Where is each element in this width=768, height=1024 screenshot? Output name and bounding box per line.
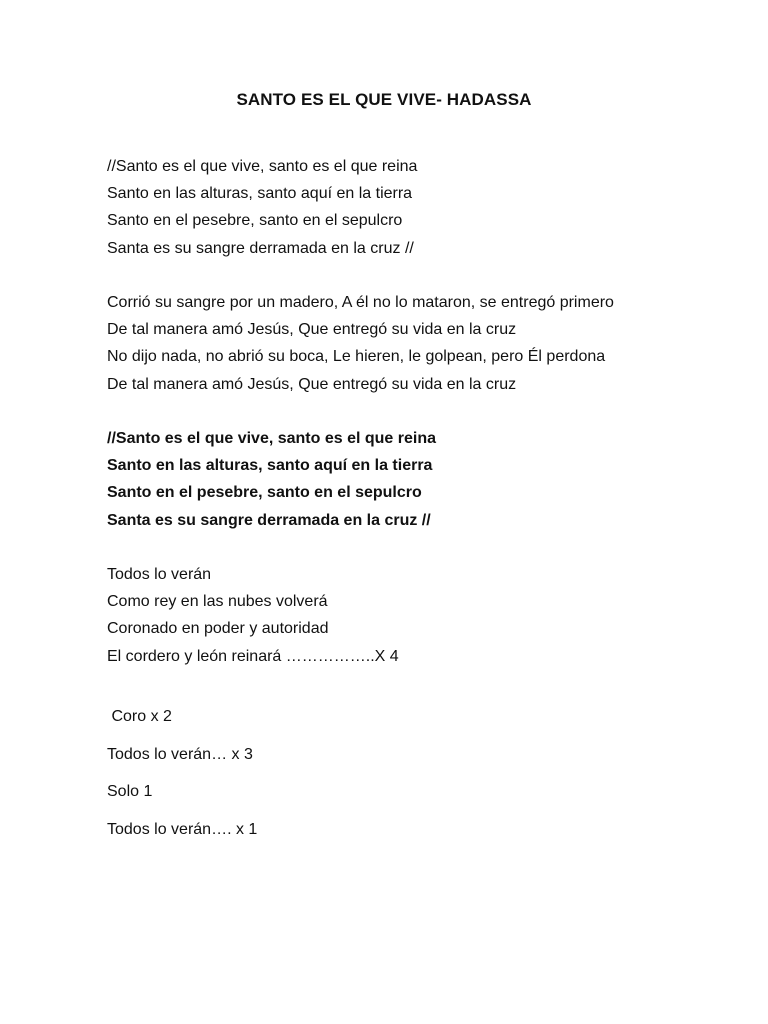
lyric-line: //Santo es el que vive, santo es el que reina [107,430,437,447]
lyric-line: El cordero y león reinará ……………..X 4 [107,647,399,665]
lyric-line: Todos lo verán [107,566,212,583]
arrangement-note: Todos lo verán… x 3 [107,746,253,763]
stanza-bridge [107,561,399,670]
arrangement-note: Todos lo verán…. x 1 [107,821,258,838]
lyric-line: No dijo nada, no abrió su boca, Le hieren, le golpean, pero Él perdona [107,348,606,366]
lyric-line: Coronado en poder y autoridad [107,620,329,638]
lyric-line: De tal manera amó Jesús, Que entregó su vida en la cruz [107,375,517,393]
lyric-line: //Santo es el que vive, santo es el que reina [107,158,418,175]
arrangement-note: Solo 1 [107,783,153,800]
arrangement-note: Coro x 2 [107,708,172,725]
stanza-chorus [107,153,417,262]
stanza-verse [107,289,614,398]
lyric-line: Santa es su sangre derramada en la cruz // [107,511,431,529]
lyric-line: Santo en el pesebre, santo en el sepulcro [107,212,403,230]
lyric-line: Santo en las alturas, santo aquí en la tierra [107,185,413,203]
song-title: SANTO ES EL QUE VIVE- HADASSA [236,90,532,109]
lyric-line: Santo en el pesebre, santo en el sepulcro [107,484,422,502]
stanza-chorus-bold [107,425,436,534]
lyric-line: Santa es su sangre derramada en la cruz // [107,239,414,257]
lyric-line: Santo en las alturas, santo aquí en la tierra [107,457,433,475]
lyric-line: Corrió su sangre por un madero, A él no lo mataron, se entregó primero [107,294,614,311]
lyric-line: De tal manera amó Jesús, Que entregó su vida en la cruz [107,321,517,339]
lyric-line: Como rey en las nubes volverá [107,593,328,611]
